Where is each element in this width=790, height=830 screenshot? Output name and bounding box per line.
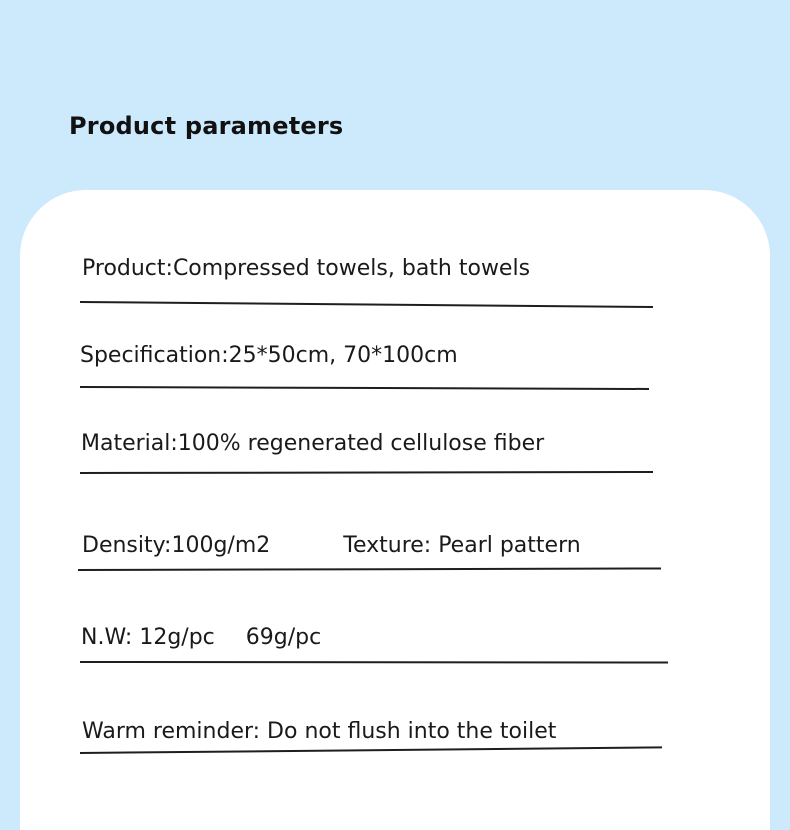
param-density-row (82, 535, 581, 557)
param-texture: Texture: Pearl pattern (343, 533, 581, 558)
param-product: Product:Compressed towels, bath towels (82, 256, 531, 281)
param-nw: N.W: 12g/pc (81, 625, 215, 650)
param-nw-value2: 69g/pc (245, 625, 322, 650)
page-title: Product parameters (69, 112, 344, 140)
param-reminder: Warm reminder: Do not flush into the toilet (82, 719, 557, 744)
param-material: Material:100% regenerated cellulose fiber (81, 431, 545, 456)
param-nw-row (81, 627, 321, 649)
param-density: Density:100g/m2 (82, 533, 271, 558)
param-specification: Specification:25*50cm, 70*100cm (80, 343, 458, 368)
